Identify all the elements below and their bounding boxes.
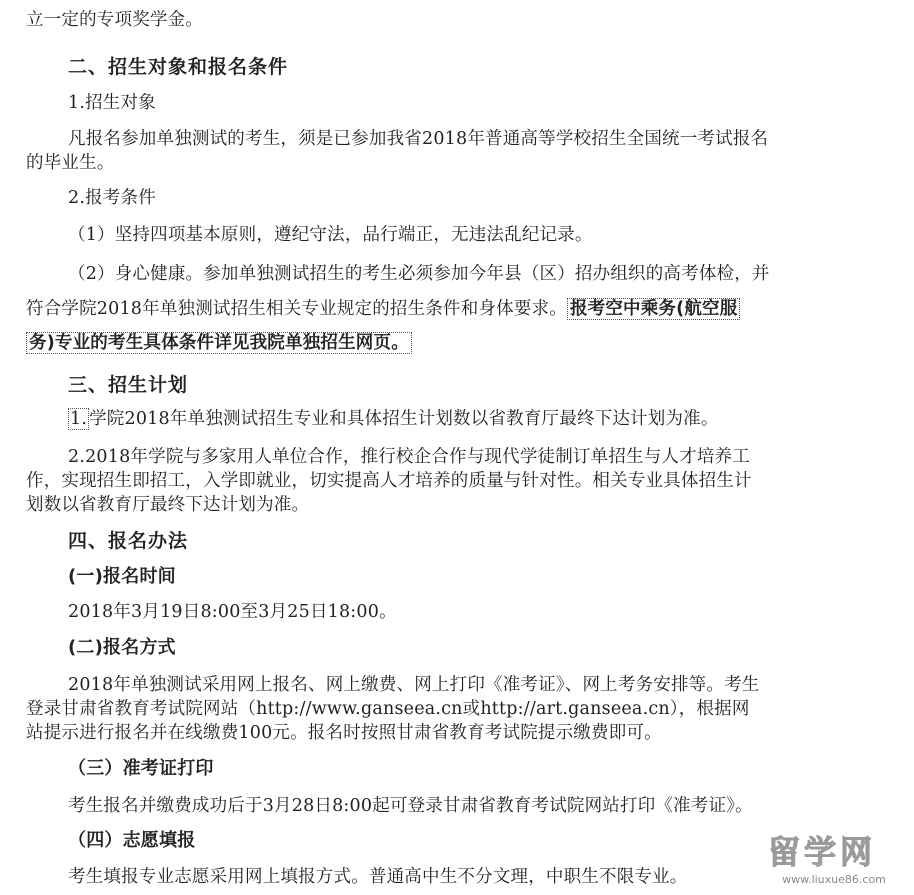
subheading: （四）志愿填报 [68,830,196,851]
watermark-text: 留学网 [767,833,877,871]
list-number: 1. [70,409,88,429]
highlighted-text: 务)专业的考生具体条件详见我院单独招生网页。 [26,332,412,354]
text-line: 考生报名并缴费成功后于3月28日8:00起可登录甘肃省教育考试院网站打印《准考证》。 [68,796,753,816]
subheading: 2.报考条件 [68,188,156,208]
text-line: 2018年3月19日8:00至3月25日18:00。 [68,602,397,622]
text-line: 2.2018年学院与多家用人单位合作，推行校企合作与现代学徒制订单招生与人才培养工 [68,447,750,467]
text-line [68,408,719,430]
text-line: （2）身心健康。参加单独测试招生的考生必须参加今年县（区）招办组织的高考体检，并 [68,264,770,284]
text-line: 登录甘肃省教育考试院网站（http://www.ganseea.cn或http://art.ganseea.cn），根据网 [26,699,750,719]
text-line: 作，实现招生即招工，入学即就业，切实提高人才培养的质量与针对性。相关专业具体招生计 [26,471,752,491]
text-line: （1）坚持四项基本原则，遵纪守法，品行端正，无违法乱纪记录。 [68,225,593,245]
text-segment: 符合学院2018年单独测试招生相关专业规定的招生条件和身体要求。 [26,299,567,319]
text-line: 立一定的专项奖学金。 [26,10,203,30]
watermark-url: www.liuxue86.com [782,873,886,886]
text-line: 凡报名参加单独测试的考生，须是已参加我省2018年普通高等学校招生全国统一考试报名 [68,129,769,149]
highlighted-text: 报考空中乘务(航空服 [567,298,741,320]
watermark-logo [736,827,906,889]
section-heading-3: 三、招生计划 [68,374,189,396]
text-line: 站提示进行报名并在线缴费100元。报名时按照甘肃省教育考试院提示缴费即可。 [26,723,662,743]
section-heading-2: 二、招生对象和报名条件 [68,56,289,78]
section-heading-4: 四、报名办法 [68,530,189,552]
text-line: 的毕业生。 [26,153,115,173]
text-segment: 学院2018年单独测试招生专业和具体招生计划数以省教育厅最终下达计划为准。 [89,409,719,429]
subheading: (二)报名方式 [68,637,176,658]
text-line: 划数以省教育厅最终下达计划为准。 [26,495,310,515]
text-line [26,298,740,320]
subheading: 1.招生对象 [68,93,156,113]
text-line [26,332,412,354]
text-line: 考生填报专业志愿采用网上填报方式。普通高中生不分文理，中职生不限专业。 [68,867,688,887]
text-line: 2018年单独测试采用网上报名、网上缴费、网上打印《准考证》、网上考务安排等。考生 [68,675,760,695]
subheading: （三）准考证打印 [68,758,214,779]
subheading: (一)报名时间 [68,566,176,587]
